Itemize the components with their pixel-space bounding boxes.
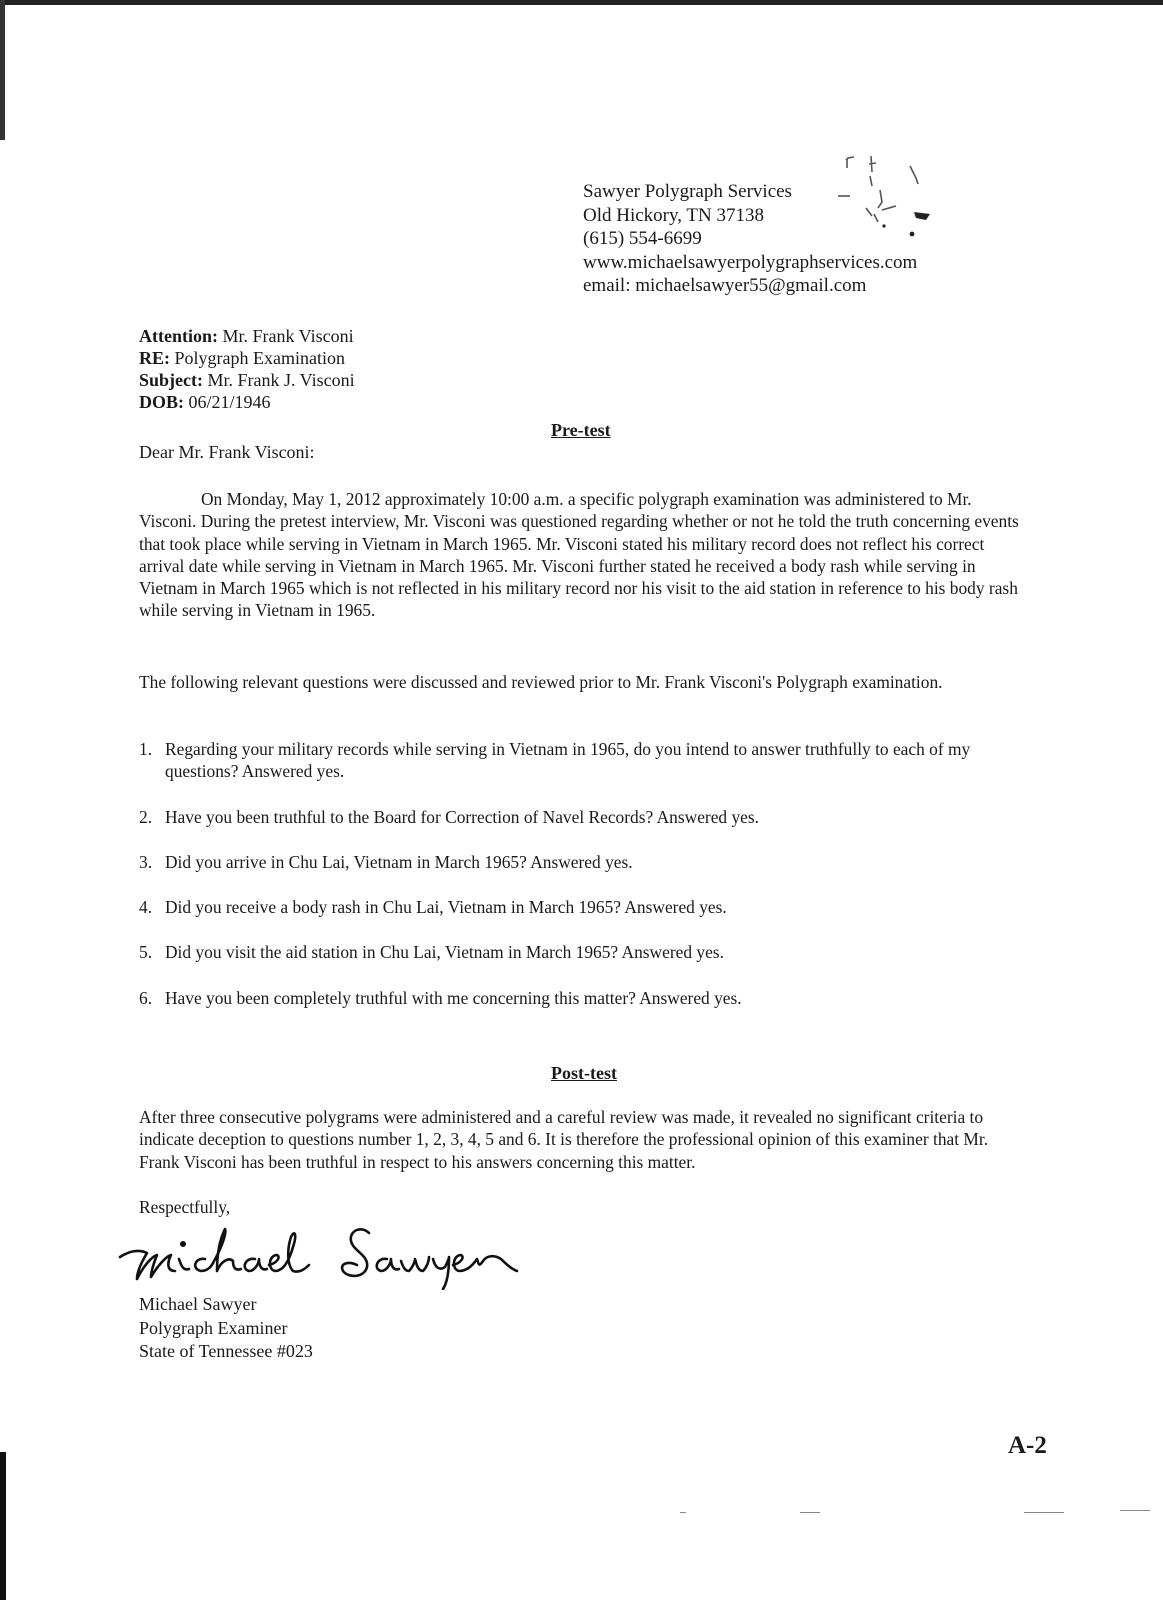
- company-website: www.michaelsawyerpolygraphservices.com: [583, 251, 918, 273]
- company-email: email: michaelsawyer55@gmail.com: [583, 275, 867, 296]
- question-text: Have you been completely truthful with me concerning this matter? Answered yes.: [165, 987, 742, 1008]
- question-number: 6.: [139, 987, 153, 1008]
- scan-speck: [1120, 1510, 1150, 1511]
- dob-value: 06/21/1946: [184, 392, 271, 412]
- signer-license: State of Tennessee #023: [139, 1341, 313, 1361]
- paragraph-questions-intro: The following relevant questions were discussed and reviewed prior to Mr. Frank Visconi's Polygraph examination.: [139, 672, 943, 692]
- subject-value: Mr. Frank J. Visconi: [203, 370, 355, 390]
- question-number: 5.: [139, 942, 153, 963]
- scan-speck: [800, 1512, 820, 1513]
- company-phone: (615) 554-6699: [583, 228, 702, 249]
- pretest-heading: Pre-test: [551, 420, 611, 440]
- list-item: [139, 896, 1019, 918]
- signer-name: Michael Sawyer: [139, 1294, 257, 1314]
- re-value: Polygraph Examination: [170, 348, 345, 368]
- attention-line: [139, 325, 355, 347]
- question-text: Have you been truthful to the Board for Correction of Navel Records? Answered yes.: [165, 806, 759, 827]
- list-item: [139, 738, 1019, 783]
- signer-block: [139, 1293, 313, 1364]
- scan-speck: [1024, 1512, 1064, 1513]
- attention-value: Mr. Frank Visconi: [218, 326, 354, 346]
- list-item: [139, 806, 1019, 828]
- attention-label: Attention:: [139, 326, 218, 346]
- question-number: 2.: [139, 806, 153, 827]
- signature-image: [117, 1205, 527, 1290]
- question-text: Did you receive a body rash in Chu Lai, Vietnam in March 1965? Answered yes.: [165, 897, 727, 918]
- scan-speck: [680, 1512, 686, 1513]
- list-item: [139, 941, 1019, 963]
- reference-block: [139, 325, 355, 413]
- scan-edge-left-bottom: [0, 1452, 6, 1600]
- company-name: Sawyer Polygraph Services: [583, 181, 792, 202]
- page-number: A-2: [1008, 1432, 1047, 1459]
- question-number: 4.: [139, 897, 153, 918]
- list-item: [139, 851, 1019, 873]
- dob-label: DOB:: [139, 392, 184, 412]
- list-item: [139, 987, 1019, 1009]
- question-text: Did you visit the aid station in Chu Lai, Vietnam in March 1965? Answered yes.: [165, 942, 724, 963]
- question-number: 1.: [139, 739, 153, 759]
- question-number: 3.: [139, 851, 153, 872]
- subject-label: Subject:: [139, 370, 203, 390]
- question-list: [139, 738, 1019, 1032]
- paragraph-pretest: On Monday, May 1, 2012 approximately 10:00 a.m. a specific polygraph examination was administered to Mr. Visconi. During the pretest interview, Mr. Visconi was questioned regarding whether or not he told the truth concerning events that took place while serving in Vietnam in March 1965. Mr. Visconi stated his military record does not reflect his correct arrival date while serving in Vietnam in March 1965. Mr. Visconi further stated he received a body rash while serving in Vietnam in March 1965 which is not reflected in his military record nor his visit to the aid station in reference to his body rash while serving in Vietnam in 1965.: [139, 489, 1019, 621]
- re-line: [139, 347, 355, 369]
- figure-logo-icon: [838, 146, 948, 246]
- company-address: Old Hickory, TN 37138: [583, 204, 765, 226]
- salutation: Dear Mr. Frank Visconi:: [139, 442, 315, 462]
- paragraph-posttest: After three consecutive polygrams were administered and a careful review was made, it revealed no significant criteria to indicate deception to questions number 1, 2, 3, 4, 5 and 6. It is therefore the professional opinion of this examiner that Mr. Frank Visconi has been truthful in respect to his answers concerning this matter.: [139, 1107, 989, 1172]
- signer-title: Polygraph Examiner: [139, 1317, 288, 1338]
- posttest-heading: Post-test: [551, 1063, 617, 1083]
- dob-line: [139, 391, 355, 413]
- question-text: Regarding your military records while serving in Vietnam in 1965, do you intend to answer truthfully to each of my questions? Answered yes.: [165, 739, 971, 782]
- question-text: Did you arrive in Chu Lai, Vietnam in March 1965? Answered yes.: [165, 851, 633, 872]
- scan-edge-top: [0, 0, 1163, 5]
- subject-line: [139, 369, 355, 391]
- closing-line: Respectfully,: [139, 1197, 231, 1217]
- scan-edge-left-top: [0, 0, 5, 140]
- re-label: RE:: [139, 348, 170, 368]
